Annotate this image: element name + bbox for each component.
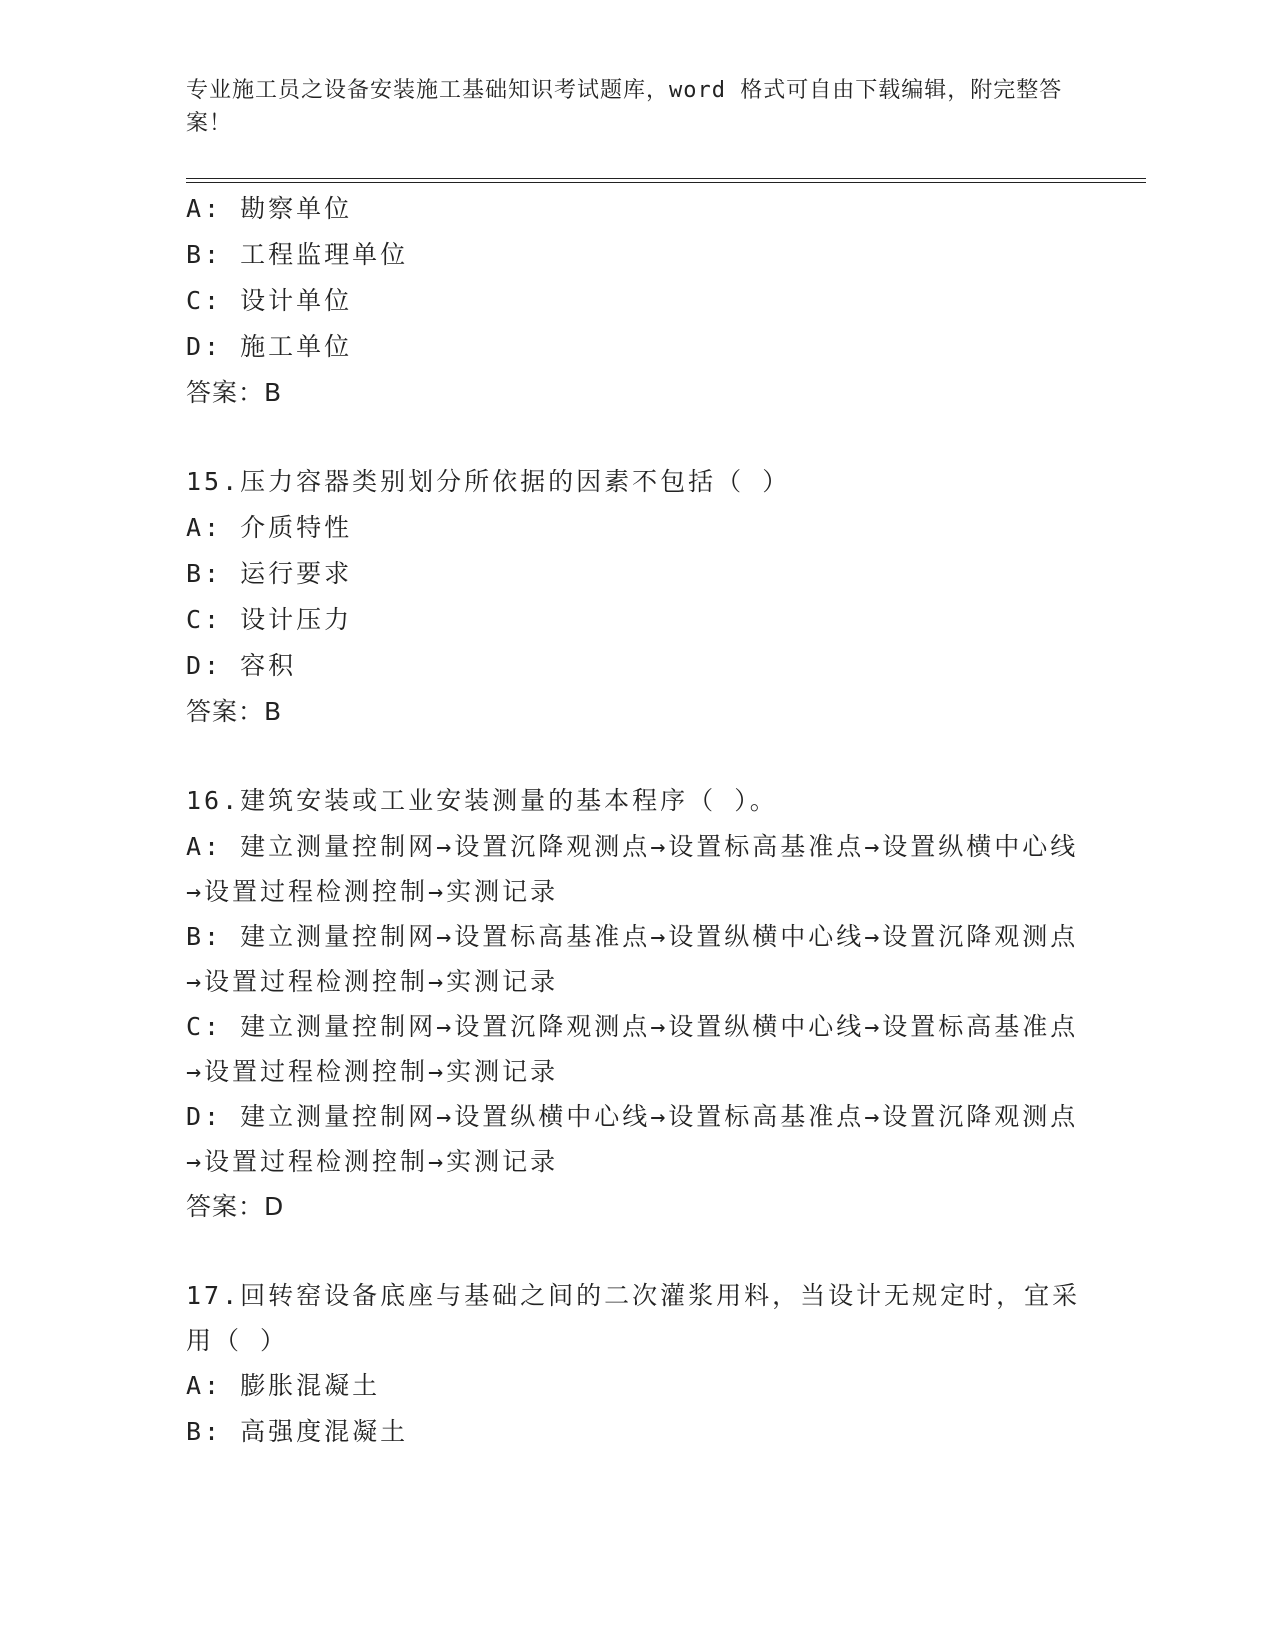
document-body — [186, 186, 1086, 1455]
q15-question: 15.压力容器类别划分所依据的因素不包括（ ） — [186, 467, 791, 496]
q15-option-d: D: 容积 — [186, 651, 297, 680]
q15-option-c: C: 设计压力 — [186, 605, 353, 634]
header-divider — [186, 178, 1146, 183]
q17-option-a: A: 膨胀混凝土 — [186, 1371, 381, 1400]
q14-answer: 答案：B — [186, 378, 283, 407]
q14-option-a: A: 勘察单位 — [186, 194, 353, 223]
q14-option-d: D: 施工单位 — [186, 332, 353, 361]
q17-option-b: B: 高强度混凝土 — [186, 1417, 409, 1446]
q15-option-b: B: 运行要求 — [186, 559, 353, 588]
q16-option-a: A: 建立测量控制网→设置沉降观测点→设置标高基准点→设置纵横中心线→设置过程检测控制→实测记录 — [186, 832, 1079, 906]
q14-option-b: B: 工程监理单位 — [186, 240, 409, 269]
q16-option-d: D: 建立测量控制网→设置纵横中心线→设置标高基准点→设置沉降观测点→设置过程检测控制→实测记录 — [186, 1102, 1079, 1176]
q17-question: 17.回转窑设备底座与基础之间的二次灌浆用料，当设计无规定时，宜采用（ ） — [186, 1281, 1081, 1355]
q16-question: 16.建筑安装或工业安装测量的基本程序（ ）。 — [186, 786, 778, 815]
q15-answer: 答案：B — [186, 697, 283, 726]
q15-option-a: A: 介质特性 — [186, 513, 353, 542]
q16-option-b: B: 建立测量控制网→设置标高基准点→设置纵横中心线→设置沉降观测点→设置过程检测控制→实测记录 — [186, 922, 1079, 996]
q14-option-c: C: 设计单位 — [186, 286, 353, 315]
q16-answer: 答案：D — [186, 1192, 285, 1221]
document-header: 专业施工员之设备安装施工基础知识考试题库，word 格式可自由下载编辑，附完整答案！ — [186, 78, 1063, 136]
q16-option-c: C: 建立测量控制网→设置沉降观测点→设置纵横中心线→设置标高基准点→设置过程检测控制→实测记录 — [186, 1012, 1079, 1086]
